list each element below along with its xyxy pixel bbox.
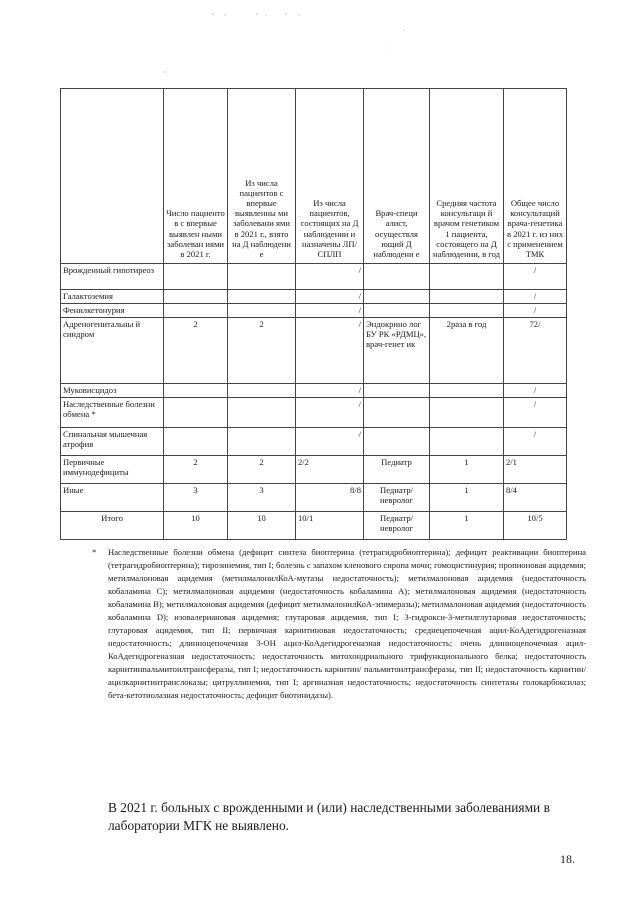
cell-new-cases: 10 xyxy=(164,512,228,540)
cell-drugs: / xyxy=(296,428,364,456)
cell-drugs: / xyxy=(296,384,364,398)
cell-new-cases: 2 xyxy=(164,456,228,484)
row-total-label: Итого xyxy=(61,512,164,540)
cell-frequency: 1 xyxy=(430,456,504,484)
cell-specialist: Эндокрино лог БУ РК «РДМЦ», врач-генет ик xyxy=(364,318,430,384)
table-row xyxy=(61,456,567,484)
cell-total: 8/4 xyxy=(504,484,567,512)
cell-total: 72/ xyxy=(504,318,567,384)
scan-noise xyxy=(0,10,640,80)
cell-total: / xyxy=(504,304,567,318)
cell-dispensary: 10 xyxy=(228,512,296,540)
cell-specialist xyxy=(364,428,430,456)
header-cell-empty xyxy=(61,89,164,264)
header-total-consultations: Общее число консультаций врача-генетика в 2021 г. из них с применением ТМК xyxy=(504,89,567,264)
cell-drugs: 2/2 xyxy=(296,456,364,484)
cell-drugs: 10/1 xyxy=(296,512,364,540)
header-specialist: Врач-специ алист, осуществля ющий Д наблюдени е xyxy=(364,89,430,264)
cell-specialist xyxy=(364,304,430,318)
cell-total: / xyxy=(504,264,567,290)
cell-specialist xyxy=(364,290,430,304)
cell-new-cases xyxy=(164,290,228,304)
cell-dispensary xyxy=(228,384,296,398)
cell-specialist: Педиатр/ невролог xyxy=(364,484,430,512)
consultation-table xyxy=(60,88,567,540)
footnote-marker: * xyxy=(92,547,97,557)
table-header-row xyxy=(61,89,567,264)
cell-frequency: 1 xyxy=(430,512,504,540)
cell-frequency xyxy=(430,264,504,290)
cell-drugs: / xyxy=(296,264,364,290)
cell-frequency xyxy=(430,398,504,428)
cell-drugs: / xyxy=(296,304,364,318)
header-on-observation-drugs: Из числа пациентов, состоящих на Д наблюдении и назначены ЛП/СПЛП xyxy=(296,89,364,264)
header-dispensary-taken: Из числа пациентов с впервые выявленны ми заболевани ями в 2021 г., взято на Д наблюдени е xyxy=(228,89,296,264)
cell-total: / xyxy=(504,398,567,428)
cell-frequency xyxy=(430,384,504,398)
footnote-text: Наследственные болезни обмена (дефицит синтеза биоптерина (тетрагидробиоптерина); дефицит реактивации биоптерина (тетрагидробиоптерина); тирозинемия, тип I; болезнь с запахом кленового сиропа мочи; гомоцистинурия; пропионовая ацидемия; метилмалоновая ацидемия (метилмалонилКоА-мутазы недостаточность); метилмалоновая ацидемия (недостаточность кобаламина С); метилмалоновая ацидемия (недостаточность кобаламина А); метилмалоновая ацидемия (недостаточность кобаламина В); метилмалоновая ацидемия (дефицит метилмалонилКоА-эпимеразы); метилмалоновая ацидемия (недостаточность кобаламина D); изовалериановая ацидемия; глутаровая ацидемия, тип I; 3-гидрокси-3-метилглутаровая недостаточность; глутаровая ацидемия, тип II; первичная карнитиновая недостаточность; среднецепочечная ацил-КоАдегидрогеназная недостаточность; длинноцепочечная 3-ОН ацил-КоАдегидрогеназная недостаточность; очень длинноцепочечная ацил-КоАдегидрогеназная недостаточность; недостаточность митохондриального трифункционального белка; недостаточность карнитинпальмитоилтрансферазы, тип I; недостаточность карнитин/ пальмитоилтрансферазы, тип II; недостаточность карнитин/ацилкарнитинтранслоказы; цитруллинемия, тип I; аргиназная недостаточность; недостаточность синтетазы голокарбоксилаз; бета-кетотиолазная недостаточность; дефицит биотинидазы). xyxy=(108,547,586,700)
cell-total: 2/1 xyxy=(504,456,567,484)
cell-drugs: 8/8 xyxy=(296,484,364,512)
header-new-cases: Число пациенто в с впервые выявлен ными заболеван иями в 2021 г. xyxy=(164,89,228,264)
row-disease-name: Галактоземия xyxy=(61,290,164,304)
row-disease-name: Иные xyxy=(61,484,164,512)
cell-total: / xyxy=(504,290,567,304)
cell-new-cases xyxy=(164,384,228,398)
cell-specialist xyxy=(364,398,430,428)
cell-frequency xyxy=(430,304,504,318)
cell-specialist: Педиатр/ невролог xyxy=(364,512,430,540)
cell-dispensary xyxy=(228,398,296,428)
cell-dispensary xyxy=(228,290,296,304)
table-row xyxy=(61,304,567,318)
cell-dispensary: 2 xyxy=(228,456,296,484)
cell-dispensary: 2 xyxy=(228,318,296,384)
row-disease-name: Спинальная мышечная атрофия xyxy=(61,428,164,456)
cell-total: / xyxy=(504,428,567,456)
table-row xyxy=(61,318,567,384)
row-disease-name: Первичные иммунодефициты xyxy=(61,456,164,484)
table-row xyxy=(61,398,567,428)
cell-specialist xyxy=(364,264,430,290)
cell-drugs: / xyxy=(296,290,364,304)
cell-total: 10/5 xyxy=(504,512,567,540)
cell-new-cases xyxy=(164,398,228,428)
cell-drugs: / xyxy=(296,318,364,384)
cell-dispensary xyxy=(228,264,296,290)
cell-total: / xyxy=(504,384,567,398)
row-disease-name: Адреногенитальны й синдром xyxy=(61,318,164,384)
cell-frequency: 2раза в год xyxy=(430,318,504,384)
row-disease-name: Врожденный гипотиреоз xyxy=(61,264,164,290)
cell-dispensary: 3 xyxy=(228,484,296,512)
page-number: 18. xyxy=(560,852,575,866)
cell-new-cases: 3 xyxy=(164,484,228,512)
table-row xyxy=(61,290,567,304)
cell-new-cases xyxy=(164,264,228,290)
table-row xyxy=(61,484,567,512)
conclusion-paragraph: В 2021 г. больных с врожденными и (или) наследственными заболеваниями в лаборатории МГК не выявлено. xyxy=(108,800,550,833)
row-disease-name: Фенилкетонурия xyxy=(61,304,164,318)
cell-frequency: 1 xyxy=(430,484,504,512)
cell-dispensary xyxy=(228,428,296,456)
cell-specialist xyxy=(364,384,430,398)
cell-dispensary xyxy=(228,304,296,318)
cell-new-cases: 2 xyxy=(164,318,228,384)
table-row-total xyxy=(61,512,567,540)
row-disease-name: Наследственные болезни обмена * xyxy=(61,398,164,428)
cell-specialist: Педиатр xyxy=(364,456,430,484)
cell-drugs: / xyxy=(296,398,364,428)
row-disease-name: Муковисцидоз xyxy=(61,384,164,398)
cell-new-cases xyxy=(164,428,228,456)
cell-new-cases xyxy=(164,304,228,318)
header-consult-frequency: Средняя частота консультаци й врачом генетиком 1 пациента, состоящего на Д наблюдении, в год xyxy=(430,89,504,264)
table-row xyxy=(61,428,567,456)
cell-frequency xyxy=(430,428,504,456)
table-row xyxy=(61,384,567,398)
footnote xyxy=(92,546,586,702)
cell-frequency xyxy=(430,290,504,304)
table-row xyxy=(61,264,567,290)
